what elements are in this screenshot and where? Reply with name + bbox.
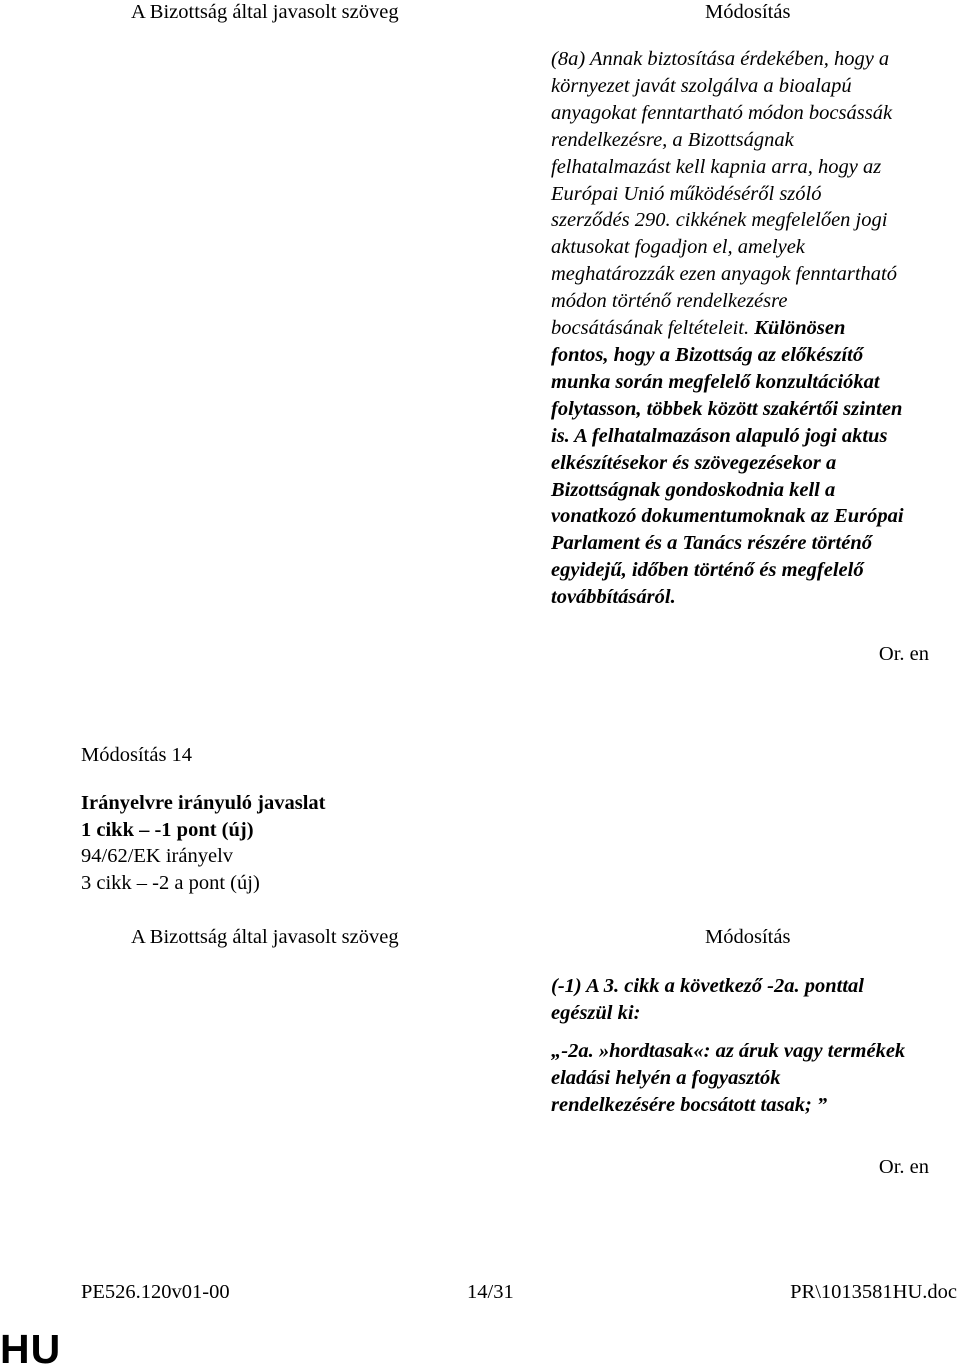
text-line: is. A felhatalmazáson alapuló jogi aktus [551,424,888,447]
text-line: felhatalmazást kell kapnia arra, hogy az [551,155,882,178]
heading-line: 1 cikk – -1 pont (új) [81,818,254,841]
text-line: rendelkezésre, a Bizottságnak [551,128,794,151]
language-code: HU [0,1326,62,1372]
text-line: eladási helyén a fogyasztók [551,1066,781,1089]
text-line: elkészítésekor és szövegezésekor a [551,451,837,474]
amendment-14-definition [551,1038,956,1119]
text-line: környezet javát szolgálva a bioalapú [551,74,852,97]
column-header-amendment: Módosítás [705,926,791,948]
directive-reference [81,843,260,896]
text-line: aktusokat fogadjon el, amelyek [551,236,805,259]
column-header-commission-text: A Bizottság által javasolt szöveg [131,926,399,948]
footer-file-name: PR\1013581HU.doc [790,1281,957,1303]
amendment-14-intro [551,973,956,1027]
footer-page-number: 14/31 [467,1281,514,1303]
column-header-commission-text: A Bizottság által javasolt szöveg [131,1,399,23]
heading-line: Irányelvre irányuló javaslat [81,792,326,814]
text-line: folytasson, többek között szakértői szinten [551,397,903,420]
reference-line: 94/62/EK irányelv [81,845,234,867]
text-line: egyidejű, időben történő és megfelelő [551,559,864,582]
column-header-amendment: Módosítás [705,1,791,23]
text-line: munka során megfelelő konzultációkat [551,370,880,393]
text-line [551,315,956,342]
text-line: módon történő rendelkezésre [551,290,788,313]
text-line: meghatározzák ezen anyagok fenntartható [551,263,897,286]
text-line: (8a) Annak biztosítása érdekében, hogy a [551,48,890,70]
amendment-8a-text [551,46,956,611]
amendment-title: Módosítás 14 [81,744,193,766]
footer-doc-ref: PE526.120v01-00 [81,1281,230,1303]
text-line: fontos, hogy a Bizottság az előkészítő [551,343,864,366]
text-line: „-2a. »hordtasak«: az áruk vagy termékek [551,1040,906,1062]
proposal-heading [81,790,325,843]
text-line: anyagokat fenntartható módon bocsássák [551,101,893,124]
reference-line: 3 cikk – -2 a pont (új) [81,871,260,894]
text-line: rendelkezésére bocsátott tasak; ” [551,1093,828,1116]
text-line: továbbításáról. [551,586,676,609]
text-line: egészül ki: [551,1001,641,1024]
text-line: (-1) A 3. cikk a következő -2a. ponttal [551,975,864,997]
text-line-part: Különösen [754,317,846,340]
original-language-label: Or. en [878,643,929,665]
text-line: Parlament és a Tanács részére történő [551,532,872,555]
text-line: szerződés 290. cikkének megfelelően jogi [551,209,888,232]
text-line: Európai Unió működéséről szóló [551,182,822,205]
original-language-label: Or. en [878,1156,929,1178]
text-line: Bizottságnak gondoskodnia kell a [551,478,836,501]
text-line-part: bocsátásának feltételeit. [551,317,750,340]
text-line: vonatkozó dokumentumoknak az Európai [551,505,904,528]
